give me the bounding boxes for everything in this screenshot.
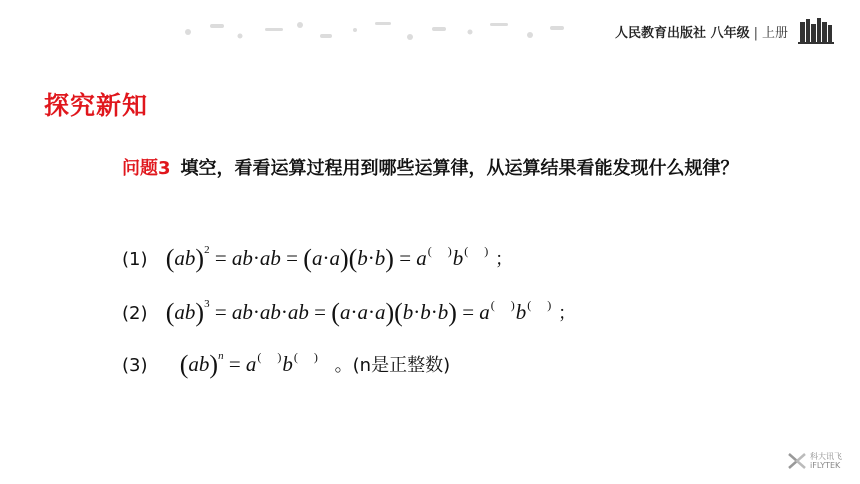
item-tail: 。(n是正整数) bbox=[334, 355, 451, 376]
item-number: (1) bbox=[122, 249, 148, 270]
answer-blank[interactable]: ( ) bbox=[427, 244, 452, 258]
logo-text-en: iFLYTEK bbox=[810, 461, 841, 470]
iflytek-logo bbox=[787, 452, 842, 470]
publisher-label bbox=[615, 22, 788, 41]
volume-label: 上册 bbox=[761, 26, 788, 41]
item-tail: ； bbox=[558, 303, 577, 324]
formula-3: (ab)$^n$ = a( )b( ) bbox=[179, 350, 318, 379]
logo-text bbox=[810, 452, 842, 470]
iflytek-mark-icon bbox=[787, 452, 807, 470]
answer-blank[interactable]: ( ) bbox=[527, 298, 552, 312]
item-number: (3) bbox=[122, 355, 148, 376]
calligraphy-decoration bbox=[170, 10, 590, 50]
formula-2: (ab)$^3$ = ab·ab·ab = (a·a·a)(b·b·b) = a( )b( ) bbox=[165, 298, 552, 327]
answer-blank[interactable]: ( ) bbox=[464, 244, 489, 258]
formula-row-3 bbox=[122, 350, 450, 380]
answer-blank[interactable]: ( ) bbox=[293, 350, 318, 364]
answer-blank[interactable]: ( ) bbox=[490, 298, 515, 312]
item-number: (2) bbox=[122, 303, 148, 324]
publisher-name: 人民教育出版社 bbox=[615, 26, 707, 41]
question-label: 问题3 bbox=[122, 158, 171, 179]
answer-blank[interactable]: ( ) bbox=[257, 350, 282, 364]
logo-text-cn: 科大讯飞 bbox=[810, 452, 842, 461]
question-text: 填空，看看运算过程用到哪些运算律，从运算结果看能发现什么规律？ bbox=[180, 158, 739, 179]
formula-1: (ab)$^2$ = ab·ab = (a·a)(b·b) = a( )b( ) bbox=[165, 244, 489, 273]
header-separator: | bbox=[753, 26, 758, 41]
formula-row-1 bbox=[122, 244, 513, 274]
books-icon bbox=[798, 16, 834, 44]
item-tail: ； bbox=[495, 249, 514, 270]
question-block bbox=[122, 142, 812, 196]
grade-label: 八年级 bbox=[710, 26, 750, 41]
section-title: 探究新知 bbox=[44, 91, 149, 120]
formula-row-2 bbox=[122, 298, 576, 328]
